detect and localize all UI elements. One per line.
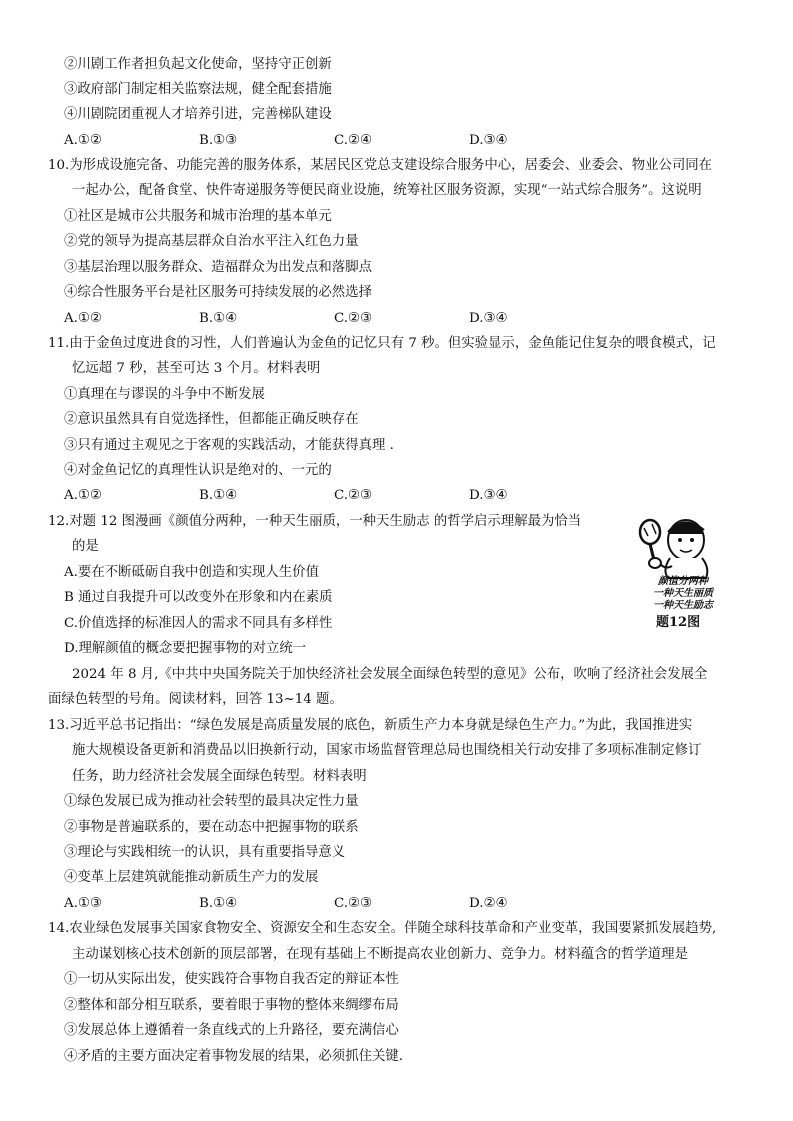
cartoon-text-1: 颜值分两种 <box>658 576 708 587</box>
q9-option-2: ②川剧工作者担负起文化使命，坚持守正创新 <box>64 57 332 72</box>
q13-choice-d: D.②④ <box>469 896 508 911</box>
q10-stem-line1: 10.为形成设施完备、功能完善的服务体系，某居民区党总支建设综合服务中心，居委会、业委会、物业公司同在 <box>48 158 713 173</box>
q13-choice-b: B.①④ <box>199 896 238 911</box>
q10-option-1: ①社区是城市公共服务和城市治理的基本单元 <box>64 209 332 224</box>
q13-option-4: ④变革上层建筑就能推动新质生产力的发展 <box>64 870 319 885</box>
q13-stem-line2: 施大规模设备更新和消费品以旧换新行动，国家市场监督管理总局也围绕相关行动安排了多项标准制定修订 <box>72 743 702 758</box>
q11-option-2: ②意识虽然具有自觉选择性，但都能正确反映存在 <box>64 412 359 427</box>
q13-option-1: ①绿色发展已成为推动社会转型的最具决定性力量 <box>64 794 359 809</box>
q9-option-3: ③政府部门制定相关监察法规，健全配套措施 <box>64 82 332 97</box>
q10-choice-d: D.③④ <box>469 311 508 326</box>
q12-option-b: B 通过自我提升可以改变外在形象和内在素质 <box>64 590 333 605</box>
cartoon-text-3: 一种天生励志 <box>653 600 713 611</box>
cartoon-text-2: 一种天生丽质 <box>653 588 713 599</box>
q10-choice-b: B.①④ <box>199 311 238 326</box>
q10-stem-line2: 一起办公，配备食堂、快件寄递服务等便民商业设施，统筹社区服务资源，实现“一站式综合服务”。这说明 <box>72 183 702 198</box>
q10-option-3: ③基层治理以服务群众、造福群众为出发点和落脚点 <box>64 260 372 275</box>
q12-option-d: D.理解颜值的概念要把握事物的对立统一 <box>64 641 307 656</box>
q9-choices <box>64 128 584 153</box>
q12-option-c: C.价值选择的标准因人的需求不同具有多样性 <box>64 616 333 631</box>
q9-choice-a: A.①② <box>64 133 102 148</box>
q11-option-3: ③只有通过主观见之于客观的实践活动，才能获得真理 . <box>64 438 394 453</box>
q14-option-2: ②整体和部分相互联系，要着眼于事物的整体来绸缪布局 <box>64 998 399 1013</box>
q13-option-3: ③理论与实践相统一的认识，具有重要指导意义 <box>64 845 346 860</box>
q9-choice-b: B.①③ <box>199 133 238 148</box>
q10-option-4: ④综合性服务平台是社区服务可持续发展的必然选择 <box>64 285 372 300</box>
q12-option-a: A.要在不断砥砺自我中创造和实现人生价值 <box>64 565 319 580</box>
q11-choice-d: D.③④ <box>469 488 508 503</box>
q11-option-4: ④对金鱼记忆的真理性认识是绝对的、一元的 <box>64 463 332 478</box>
q12-stem-line1: 12.对题 12 图漫画《颜值分两种，一种天生丽质，一种天生励志 的哲学启示理解最为恰当 <box>48 514 582 529</box>
q13-choice-a: A.①③ <box>64 896 102 911</box>
q11-stem-line2: 忆远超 7 秒，甚至可达 3 个月。材料表明 <box>72 361 321 376</box>
q10-choice-a: A.①② <box>64 311 102 326</box>
q10-choice-c: C.②③ <box>334 311 373 326</box>
q11-choice-b: B.①④ <box>199 488 238 503</box>
q10-option-2: ②党的领导为提高基层群众自治水平注入红色力量 <box>64 234 359 249</box>
q9-choice-d: D.③④ <box>469 133 508 148</box>
intro-line2: 面绿色转型的号角。阅读材料，回答 13~14 题。 <box>48 692 343 707</box>
q12-figure-caption: 题12图 <box>656 615 701 630</box>
q12-stem-line2: 的是 <box>72 539 99 554</box>
q9-choice-c: C.②④ <box>334 133 373 148</box>
q13-stem-line3: 任务，助力经济社会发展全面绿色转型。材料表明 <box>72 769 367 784</box>
q9-option-4: ④川剧院团重视人才培养引进，完善梯队建设 <box>64 107 332 122</box>
q14-option-1: ①一切从实际出发，使实践符合事物自我否定的辩证本性 <box>64 972 399 987</box>
q11-choices <box>64 483 584 508</box>
q11-option-1: ①真理在与谬误的斗争中不断发展 <box>64 387 265 402</box>
q10-choices <box>64 306 584 331</box>
q13-choices <box>64 891 584 916</box>
q14-stem-line2: 主动谋划核心技术创新的顶层部署，在现有基础上不断提高农业创新力、竞争力。材料蕴含的哲学道理是 <box>72 947 688 962</box>
q14-option-4: ④矛盾的主要方面决定着事物发展的结果，必须抓住关键. <box>64 1049 404 1064</box>
q11-choice-a: A.①② <box>64 488 102 503</box>
q13-choice-c: C.②③ <box>334 896 373 911</box>
q11-choice-c: C.②③ <box>334 488 373 503</box>
q14-option-3: ③发展总体上遵循着一条直线式的上升路径，要充满信心 <box>64 1023 399 1038</box>
q14-stem-line1: 14.农业绿色发展事关国家食物安全、资源安全和生态安全。伴随全球科技革命和产业变革，我国要紧抓发展趋势, <box>48 921 717 936</box>
q11-stem-line1: 11.由于金鱼过度进食的习性，人们普遍认为金鱼的记忆只有 7 秒。但实验显示，金鱼能记住复杂的喂食模式，记 <box>48 336 716 351</box>
q13-option-2: ②事物是普遍联系的，要在动态中把握事物的联系 <box>64 820 359 835</box>
q13-stem-line1: 13.习近平总书记指出：“绿色发展是高质量发展的底色，新质生产力本身就是绿色生产力。”为此，我国推进实 <box>48 718 693 733</box>
intro-line1: 2024 年 8 月,《中共中央国务院关于加快经济社会发展全面绿色转型的意见》公布，吹响了经济社会发展全 <box>72 667 708 682</box>
